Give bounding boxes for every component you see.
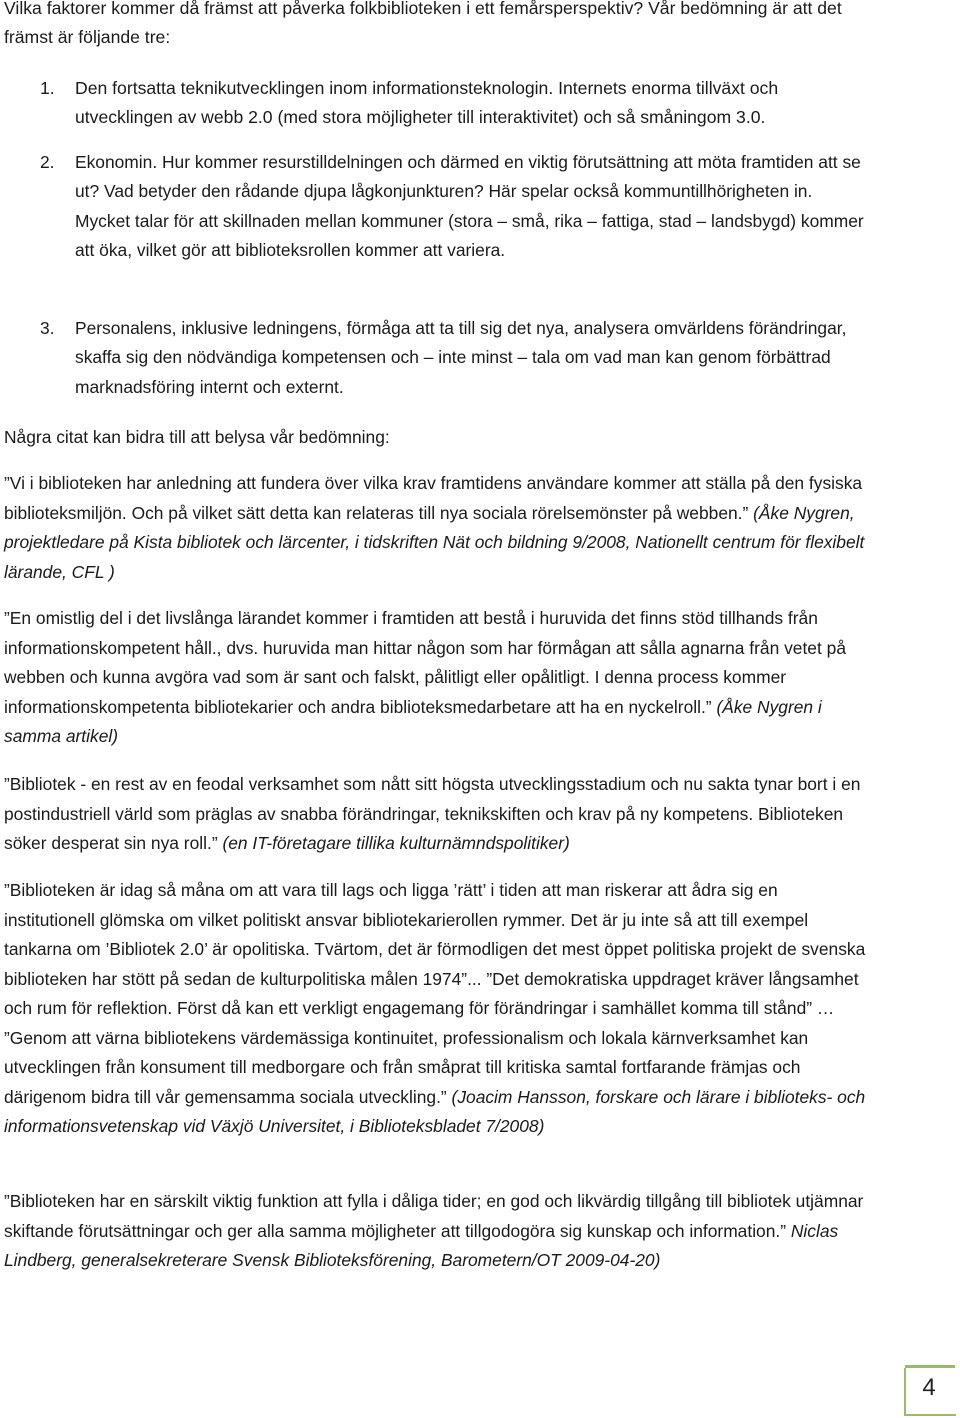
list-number: 3. <box>40 318 55 338</box>
quote-paragraph <box>4 876 870 1142</box>
list-text: Den fortsatta teknikutvecklingen inom informationsteknologin. Internets enorma tillväxt och utvecklingen av webb 2.0 (med stora möjligheter till interaktivitet) och så småningom 3.0. <box>75 78 779 128</box>
quotes-heading: Några citat kan bidra till att belysa vår bedömning: <box>4 427 390 447</box>
intro-paragraph: Vilka faktorer kommer då främst att påverka folkbiblioteken i ett femårsperspektiv? Vår bedömning är att det främst är följande tre: <box>4 0 842 48</box>
page-number-box <box>905 1365 955 1414</box>
list-number: 1. <box>40 78 55 98</box>
quote-text: ”Bibliotek - en rest av en feodal verksamhet som nått sitt högsta utvecklingsstadium och nu sakta tynar bort i en postindustriell värld som präglas av snabba förändringar, teknikskiften och krav på ny kompetens. Biblioteken söker desperat sin nya roll.” <box>4 774 861 853</box>
list-number: 2. <box>40 152 55 172</box>
quote-source: (Åke Nygren, projektledare på Kista bibliotek och lärcenter, i tidskriften Nät och bildning 9/2008, Nationellt centrum för flexibelt lärande, CFL ) <box>4 502 865 582</box>
quote-paragraph <box>4 469 870 587</box>
list-text: Personalens, inklusive ledningens, förmåga att ta till sig det nya, analysera omvärldens förändringar, skaffa sig den nödvändiga kompetensen och – inte minst – tala om vad man kan genom förbättrad marknadsföring internt och externt. <box>75 318 847 397</box>
quote-source: (Joacim Hansson, forskare och lärare i biblioteks- och informationsvetenskap vid Växjö Universitet, i Biblioteksbladet 7/2008) <box>4 1086 866 1136</box>
quote-source: Niclas Lindberg, generalsekreterare Svensk Biblioteksförening, Barometern/OT 2009-04-20) <box>4 1220 839 1270</box>
quote-paragraph <box>4 1187 870 1276</box>
quote-paragraph <box>4 770 870 859</box>
quote-source: (en IT-företagare tillika kulturnämndspolitiker) <box>222 833 570 853</box>
quote-text: ”Biblioteken har en särskilt viktig funktion att fylla i dåliga tider; en god och likvärdig tillgång till bibliotek utjämnar skiftande förutsättningar och ger alla samma möjligheter att tillgodogöra sig kunskap och information.” <box>4 1191 864 1241</box>
quote-source: (Åke Nygren i samma artikel) <box>4 696 822 746</box>
quote-text: ”Vi i biblioteken har anledning att fundera över vilka krav framtidens användare kommer att ställa på den fysiska biblioteksmiljön. Och på vilket sätt detta kan relateras till nya sociala rörelsemönster på webben.” <box>4 473 863 523</box>
quote-paragraph <box>4 604 870 752</box>
page-number: 4 <box>922 1374 936 1401</box>
list-text: Ekonomin. Hur kommer resurstilldelningen och därmed en viktig förutsättning att möta framtiden att se ut? Vad betyder den rådande djupa lågkonjunkturen? Här spelar också kommuntillhörigheten in. Mycket talar för att skillnaden mellan kommuner (stora – små, rika – fattiga, stad – landsbygd) kommer att öka, vilket gör att biblioteksrollen kommer att variera. <box>75 152 864 261</box>
quote-text: ”En omistlig del i det livslånga lärandet kommer i framtiden att bestå i huruvida det finns stöd tillhands från informationskompetent håll., dvs. huruvida man hittar någon som har förmågan att sålla agnarna från vetet på webben och kunna avgöra vad som är sant och falskt, pålitligt eller opålitligt. I denna process kommer informationskompetenta bibliotekarier och andra biblioteksmedarbetare att ha en nyckelroll.” <box>4 608 846 717</box>
quote-text: ”Biblioteken är idag så måna om att vara till lags och ligga ’rätt’ i tiden att man riskerar att ådra sig en institutionell glömska om vilket politiskt ansvar bibliotekarierollen rymmer. Det är ju inte så att till exempel tankarna om ’Bibliotek 2.0’ är opolitiska. Tvärtom, det är förmodligen det mest öppet politiska projekt de svenska biblioteken har stött på sedan de kulturpolitiska målen 1974”... ”Det demokratiska uppdraget kräver långsamhet och rum för reflektion. Först då kan ett verkligt engagemang för förändringar i samhället komma till stånd” … ”Genom att värna bibliotekens värdemässiga kontinuitet, professionalism och lokala kärnverksamhet kan utvecklingen från konsument till medborgare och från småprat till kritiska samtal fortfarande främjas och därigenom bidra till vår gemensamma sociala utveckling.” <box>4 880 866 1107</box>
